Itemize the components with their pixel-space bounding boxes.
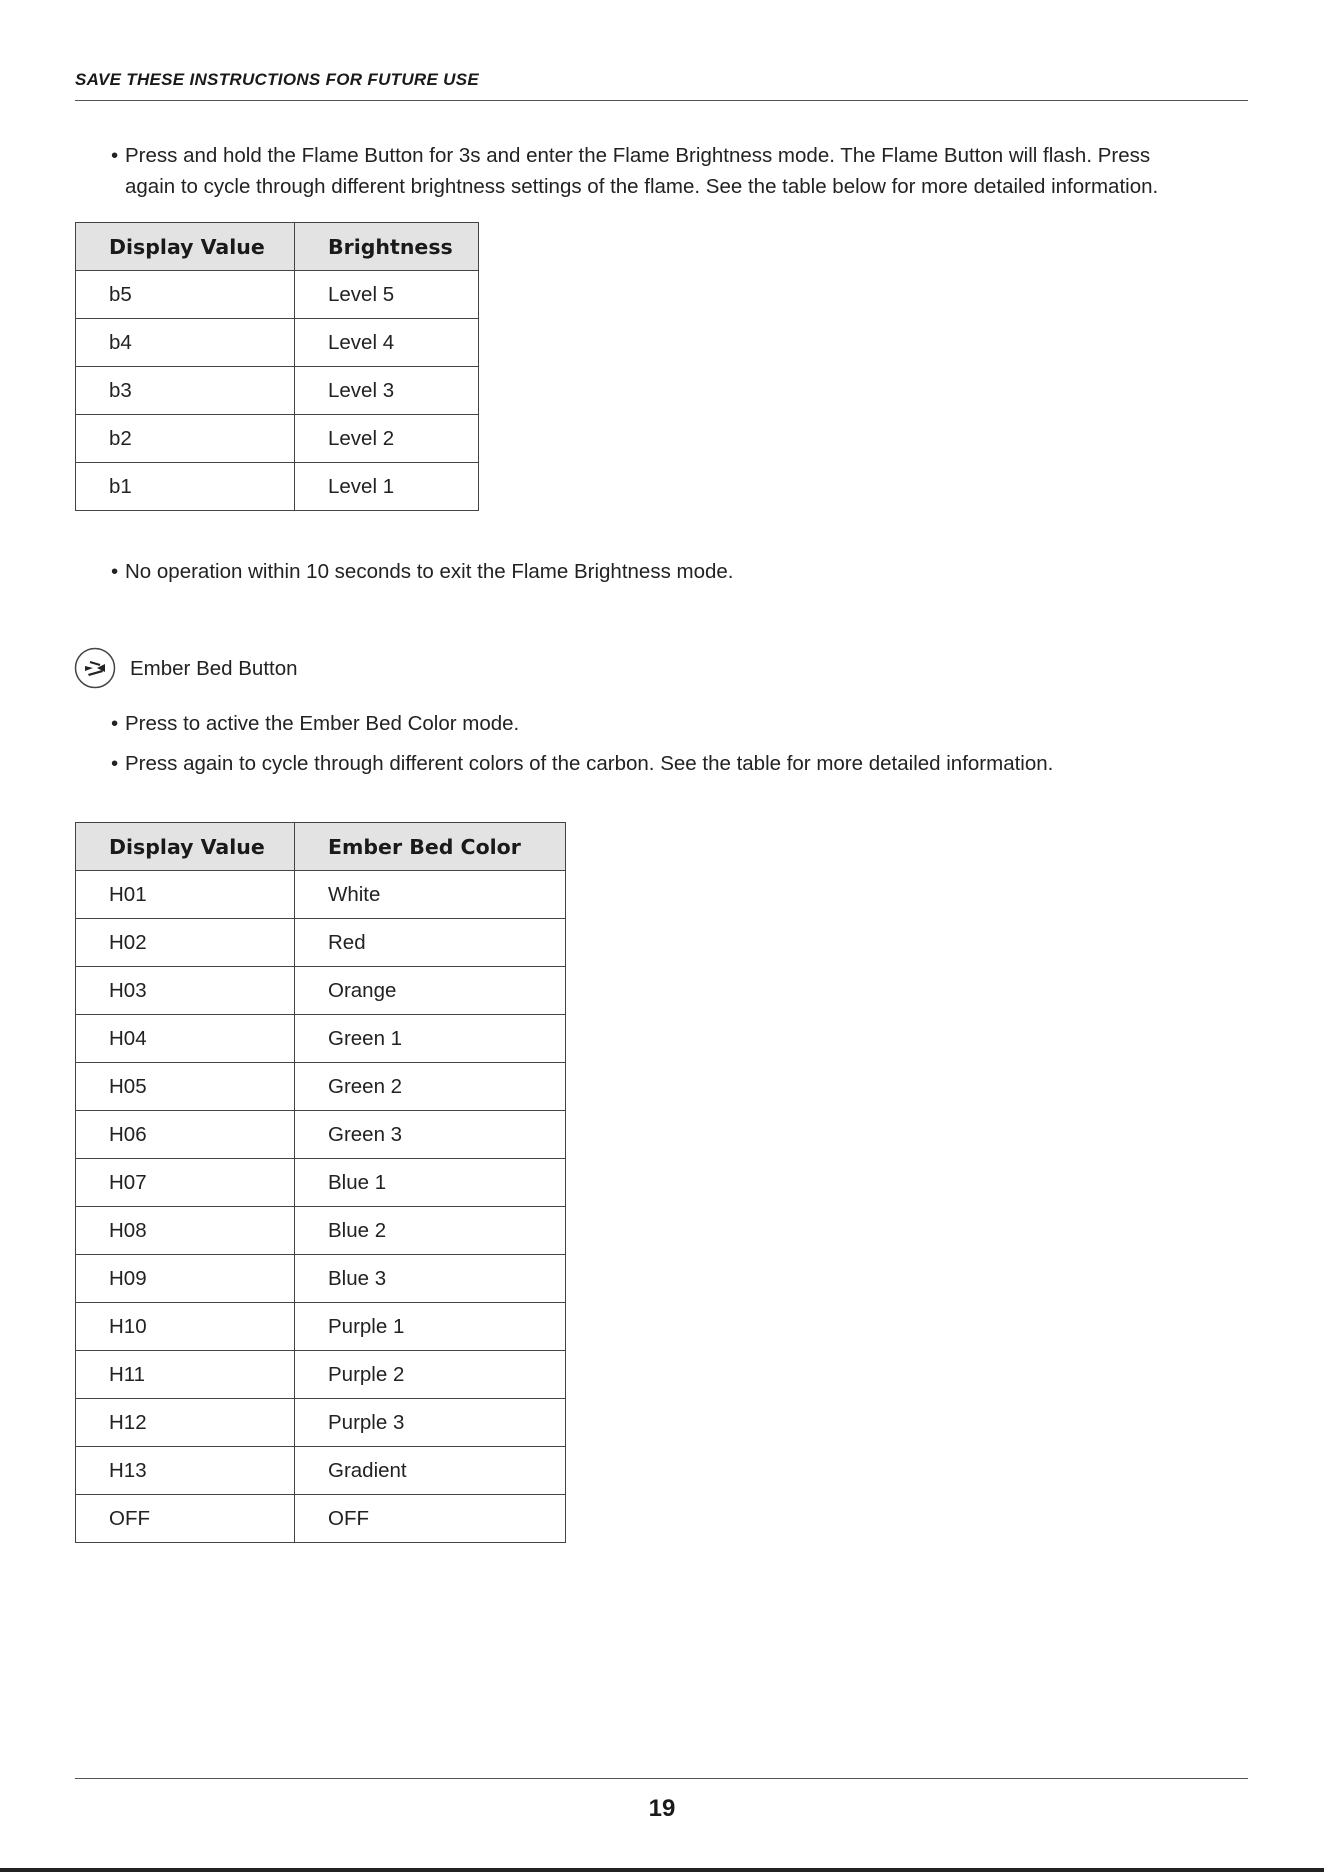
ember-activate-instruction bbox=[111, 708, 1251, 739]
table-cell: Level 3 bbox=[295, 367, 479, 415]
table-cell: Blue 2 bbox=[295, 1207, 566, 1255]
instruction-line-2: again to cycle through different brightness settings of the flame. See the table below for more detailed information. bbox=[125, 175, 1159, 198]
ember-cycle-instruction bbox=[111, 748, 1251, 779]
table-row bbox=[76, 1063, 566, 1111]
instruction-text: No operation within 10 seconds to exit the Flame Brightness mode. bbox=[125, 560, 734, 583]
ember-bed-button-label: Ember Bed Button bbox=[130, 657, 298, 680]
table-header-row bbox=[76, 823, 566, 871]
flame-brightness-table bbox=[75, 222, 479, 511]
table-cell: H12 bbox=[76, 1399, 295, 1447]
page-number: 19 bbox=[648, 1795, 676, 1822]
table-cell: H10 bbox=[76, 1303, 295, 1351]
table-cell: Orange bbox=[295, 967, 566, 1015]
instruction-text: Press again to cycle through different colors of the carbon. See the table for more detailed information. bbox=[125, 752, 1054, 775]
table-row bbox=[76, 1159, 566, 1207]
table-row bbox=[76, 463, 479, 511]
column-header: Display Value bbox=[76, 823, 295, 871]
table-cell: Level 1 bbox=[295, 463, 479, 511]
table-cell: H07 bbox=[76, 1159, 295, 1207]
table-cell: H08 bbox=[76, 1207, 295, 1255]
table-cell: H03 bbox=[76, 967, 295, 1015]
column-header: Brightness bbox=[295, 223, 479, 271]
column-header: Ember Bed Color bbox=[295, 823, 566, 871]
table-row bbox=[76, 1399, 566, 1447]
instruction-text: Press to active the Ember Bed Color mode. bbox=[125, 712, 520, 735]
table-cell: Gradient bbox=[295, 1447, 566, 1495]
table-cell: OFF bbox=[295, 1495, 566, 1543]
table-row bbox=[76, 415, 479, 463]
bullet-point: • bbox=[111, 144, 119, 167]
table-row bbox=[76, 271, 479, 319]
table-row bbox=[76, 871, 566, 919]
table-cell: H04 bbox=[76, 1015, 295, 1063]
table-row bbox=[76, 319, 479, 367]
table-row bbox=[76, 1255, 566, 1303]
table-row bbox=[76, 1111, 566, 1159]
table-row bbox=[76, 1351, 566, 1399]
flame-brightness-instruction bbox=[111, 140, 1251, 202]
table-row bbox=[76, 367, 479, 415]
header-divider bbox=[75, 100, 1248, 101]
table-cell: H09 bbox=[76, 1255, 295, 1303]
table-cell: b5 bbox=[76, 271, 295, 319]
table-cell: b4 bbox=[76, 319, 295, 367]
table-cell: H13 bbox=[76, 1447, 295, 1495]
table-cell: Level 4 bbox=[295, 319, 479, 367]
flame-exit-instruction bbox=[111, 556, 1251, 587]
bullet-point: • bbox=[111, 560, 119, 583]
table-cell: Level 5 bbox=[295, 271, 479, 319]
table-cell: Red bbox=[295, 919, 566, 967]
table-row bbox=[76, 919, 566, 967]
table-row bbox=[76, 1207, 566, 1255]
table-cell: H05 bbox=[76, 1063, 295, 1111]
table-cell: Purple 2 bbox=[295, 1351, 566, 1399]
table-row bbox=[76, 967, 566, 1015]
page-header: SAVE THESE INSTRUCTIONS FOR FUTURE USE bbox=[75, 70, 480, 89]
table-cell: b1 bbox=[76, 463, 295, 511]
table-cell: Level 2 bbox=[295, 415, 479, 463]
table-cell: H11 bbox=[76, 1351, 295, 1399]
bullet-point: • bbox=[111, 752, 119, 775]
table-cell: Green 2 bbox=[295, 1063, 566, 1111]
table-cell: OFF bbox=[76, 1495, 295, 1543]
table-cell: Purple 1 bbox=[295, 1303, 566, 1351]
table-cell: Blue 3 bbox=[295, 1255, 566, 1303]
table-row bbox=[76, 1303, 566, 1351]
table-cell: Blue 1 bbox=[295, 1159, 566, 1207]
table-cell: H06 bbox=[76, 1111, 295, 1159]
bullet-point: • bbox=[111, 712, 119, 735]
table-cell: b2 bbox=[76, 415, 295, 463]
table-cell: Green 3 bbox=[295, 1111, 566, 1159]
table-row bbox=[76, 1015, 566, 1063]
table-cell: b3 bbox=[76, 367, 295, 415]
column-header: Display Value bbox=[76, 223, 295, 271]
table-row bbox=[76, 1447, 566, 1495]
table-cell: H01 bbox=[76, 871, 295, 919]
ember-bed-icon bbox=[74, 647, 116, 689]
table-cell: Purple 3 bbox=[295, 1399, 566, 1447]
table-cell: White bbox=[295, 871, 566, 919]
table-cell: H02 bbox=[76, 919, 295, 967]
ember-bed-color-table bbox=[75, 822, 566, 1543]
table-header-row bbox=[76, 223, 479, 271]
table-cell: Green 1 bbox=[295, 1015, 566, 1063]
footer-divider bbox=[75, 1778, 1248, 1779]
page-bottom-edge bbox=[0, 1868, 1324, 1872]
instruction-line-1: Press and hold the Flame Button for 3s and enter the Flame Brightness mode. The Flame Button will flash. Press bbox=[125, 144, 1151, 167]
table-row bbox=[76, 1495, 566, 1543]
